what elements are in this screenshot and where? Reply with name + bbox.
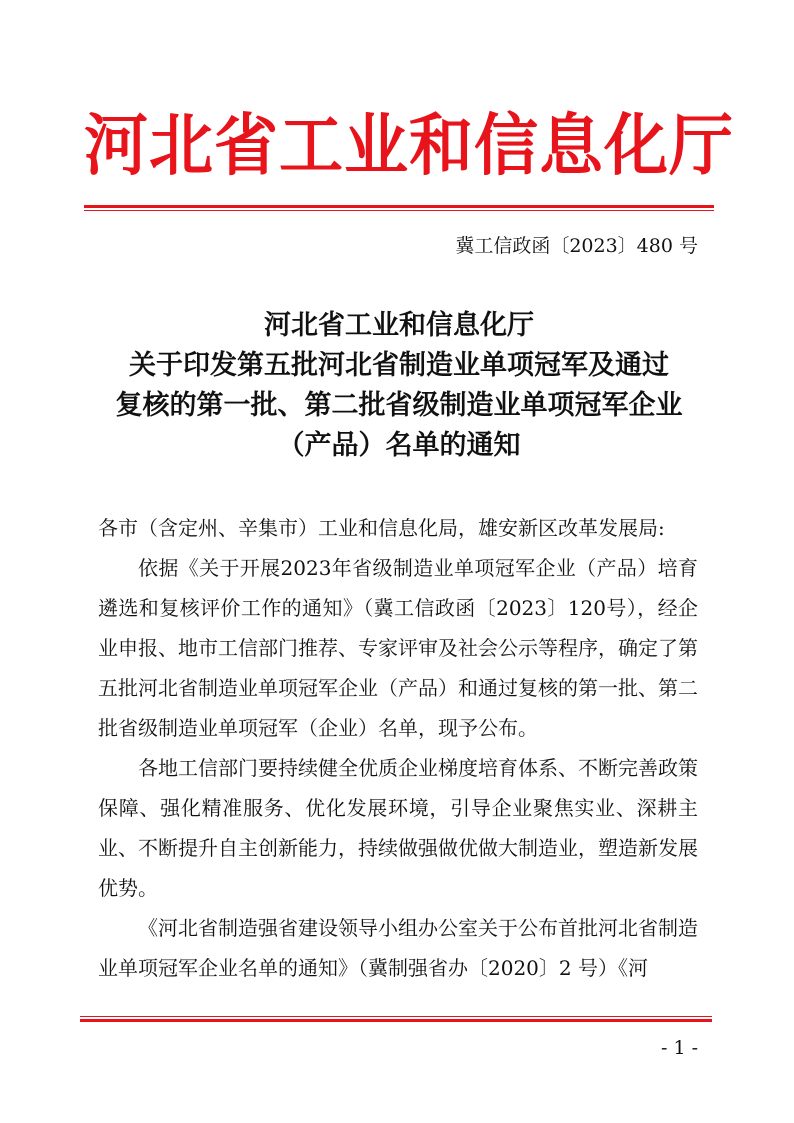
page-number: - 1 -: [660, 1037, 698, 1059]
footer-red-rule: [80, 1016, 712, 1022]
document-title: [84, 306, 714, 466]
masthead-red-rule: [84, 205, 714, 211]
red-rule-thin: [84, 210, 714, 211]
salutation: 各市（含定州、辛集市）工业和信息化局，雄安新区改革发展局:: [98, 516, 665, 540]
body-paragraph-3: 《河北省制造强省建设领导小组办公室关于公布首批河北省制造业单项冠军企业名单的通知》（冀制强省办〔2020〕2 号）《河: [98, 916, 698, 980]
footer-rule-thin: [80, 1016, 712, 1017]
title-line-2: 关于印发第五批河北省制造业单项冠军及通过: [129, 350, 669, 381]
masthead-agency-name: 河北省工业和信息化厅: [84, 107, 734, 186]
body-paragraph-2: 各地工信部门要持续健全优质企业梯度培育体系、不断完善政策保障、强化精准服务、优化发展环境，引导企业聚焦实业、深耕主业、不断提升自主创新能力，持续做强做优做大制造业，塑造新发展优势。: [98, 756, 698, 900]
title-line-4: （产品）名单的通知: [277, 430, 521, 461]
title-line-3: 复核的第一批、第二批省级制造业单项冠军企业: [115, 390, 683, 421]
document-number: 冀工信政函〔2023〕480 号: [455, 235, 698, 257]
red-rule-thick: [84, 205, 714, 208]
body-paragraph-1: 依据《关于开展2023年省级制造业单项冠军企业（产品）培育遴选和复核评价工作的通知》（冀工信政函〔2023〕120号），经企业申报、地市工信部门推荐、专家评审及社会公示等程序，确定了第五批河北省制造业单项冠军企业（产品）和通过复核的第一批、第二批省级制造业单项冠军（企业）名单，现予公布。: [98, 556, 698, 740]
title-line-1: 河北省工业和信息化厅: [264, 310, 534, 341]
document-body: [98, 508, 698, 988]
footer-rule-thick: [80, 1019, 712, 1022]
